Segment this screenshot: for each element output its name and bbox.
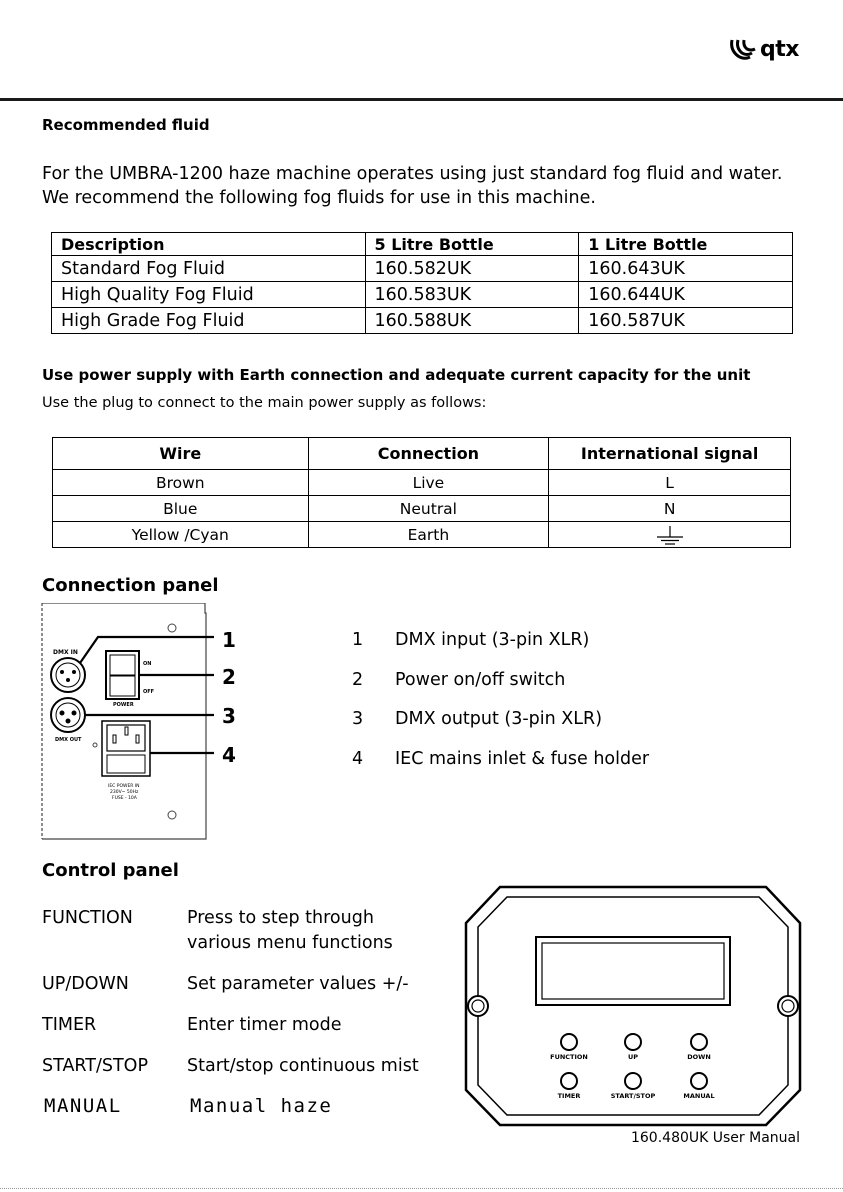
table-cell: High Quality Fog Fluid: [52, 282, 366, 308]
connection-item-number: 4: [352, 749, 364, 769]
manual-button[interactable]: [691, 1073, 707, 1089]
table-cell: 160.588UK: [365, 308, 579, 334]
fluid-intro-line1: For the UMBRA-1200 haze machine operates using just standard fog fluid and water.: [42, 164, 783, 184]
table-cell: Standard Fog Fluid: [52, 256, 366, 282]
control-label-function: FUNCTION: [42, 908, 133, 928]
table-row: [53, 496, 791, 522]
header-international-signal: International signal: [549, 438, 791, 470]
mount-hole-left: [468, 996, 488, 1016]
qtx-logo-icon: [728, 36, 758, 62]
table-cell: High Grade Fog Fluid: [52, 308, 366, 334]
table-cell: Neutral: [308, 496, 549, 522]
control-desc-timer: Enter timer mode: [187, 1015, 342, 1035]
table-cell: 160.644UK: [579, 282, 793, 308]
callout-4: 4: [222, 743, 236, 767]
earth-symbol-cell: [549, 522, 791, 548]
callout-2: 2: [222, 665, 236, 689]
off-label: OFF: [143, 689, 155, 695]
dmx-in-label: DMX IN: [53, 649, 78, 656]
table-header-row: [52, 233, 793, 256]
footer-text: 160.480UK User Manual: [630, 1130, 800, 1146]
header-description: Description: [52, 233, 366, 256]
table-row: [52, 256, 793, 282]
timer-button[interactable]: [561, 1073, 577, 1089]
power-heading: Use power supply with Earth connection and adequate current capacity for the unit: [42, 366, 751, 384]
earth-ground-icon: [653, 524, 687, 546]
iec-inlet: [102, 721, 150, 776]
table-cell: L: [549, 470, 791, 496]
header-5-litre: 5 Litre Bottle: [365, 233, 579, 256]
connection-item-number: 2: [352, 670, 364, 690]
iec-label-2: 230V~ 50Hz: [110, 790, 139, 795]
table-header-row: [53, 438, 791, 470]
connection-item-text: DMX output (3-pin XLR): [395, 709, 603, 729]
wire-table: [52, 437, 791, 548]
connection-item-number: 1: [352, 630, 364, 650]
control-label-startstop: START/STOP: [42, 1056, 149, 1076]
callout-1: 1: [222, 628, 236, 652]
control-panel-diagram: [462, 885, 804, 1130]
connection-item-text: Power on/off switch: [395, 670, 566, 690]
down-button[interactable]: [691, 1034, 707, 1050]
power-subtext: Use the plug to connect to the main power supply as follows:: [42, 395, 487, 411]
lcd-display: [536, 937, 730, 1005]
on-label: ON: [143, 661, 152, 667]
table-row: [52, 282, 793, 308]
connection-panel-diagram: [40, 603, 255, 843]
table-cell: 160.583UK: [365, 282, 579, 308]
start-stop-button-label: START/STOP: [610, 1092, 656, 1100]
table-cell: Blue: [53, 496, 309, 522]
iec-label-3: FUSE - 10A: [112, 796, 137, 801]
table-cell: Earth: [308, 522, 549, 548]
control-label-updown: UP/DOWN: [42, 974, 129, 994]
fluid-intro-line2: We recommend the following fog fluids for use in this machine.: [42, 188, 596, 208]
timer-button-label: TIMER: [557, 1092, 581, 1100]
table-cell: 160.643UK: [579, 256, 793, 282]
mount-hole-right: [778, 996, 798, 1016]
page-bottom-border: [0, 1188, 843, 1189]
function-button-label: FUNCTION: [550, 1053, 588, 1061]
control-label-timer: TIMER: [42, 1015, 97, 1035]
power-label: POWER: [113, 702, 134, 708]
up-button[interactable]: [625, 1034, 641, 1050]
table-cell: Yellow /Cyan: [53, 522, 309, 548]
down-button-label: DOWN: [687, 1053, 711, 1061]
connection-panel-heading: Connection panel: [42, 575, 219, 596]
header-1-litre: 1 Litre Bottle: [579, 233, 793, 256]
header-wire: Wire: [53, 438, 309, 470]
function-button[interactable]: [561, 1034, 577, 1050]
control-desc-manual: Manual haze: [190, 1095, 333, 1117]
connection-item-text: DMX input (3-pin XLR): [395, 630, 590, 650]
manual-button-label: MANUAL: [683, 1092, 715, 1100]
fluid-heading: Recommended fluid: [42, 116, 210, 134]
table-cell: 160.582UK: [365, 256, 579, 282]
control-desc-updown: Set parameter values +/-: [187, 974, 409, 994]
control-desc-function-1: Press to step through: [187, 908, 374, 928]
logo-text: qtx: [760, 36, 799, 62]
table-row: [53, 470, 791, 496]
table-cell: Live: [308, 470, 549, 496]
start-stop-button[interactable]: [625, 1073, 641, 1089]
table-cell: 160.587UK: [579, 308, 793, 334]
control-desc-startstop: Start/stop continuous mist: [187, 1056, 419, 1076]
dmx-out-label: DMX OUT: [55, 737, 82, 743]
qtx-logo: [728, 36, 799, 62]
connection-item-text: IEC mains inlet & fuse holder: [395, 749, 650, 769]
iec-label-1: IEC POWER IN: [108, 784, 140, 789]
callout-3: 3: [222, 704, 236, 728]
header-connection: Connection: [308, 438, 549, 470]
up-button-label: UP: [627, 1053, 639, 1061]
control-label-manual: MANUAL: [44, 1095, 122, 1117]
table-row: [53, 522, 791, 548]
fluid-table: [51, 232, 793, 334]
table-row: [52, 308, 793, 334]
control-panel-heading: Control panel: [42, 860, 179, 881]
table-cell: N: [549, 496, 791, 522]
connection-item-number: 3: [352, 709, 364, 729]
header-divider: [0, 98, 843, 101]
control-desc-function-2: various menu functions: [187, 933, 393, 953]
table-cell: Brown: [53, 470, 309, 496]
